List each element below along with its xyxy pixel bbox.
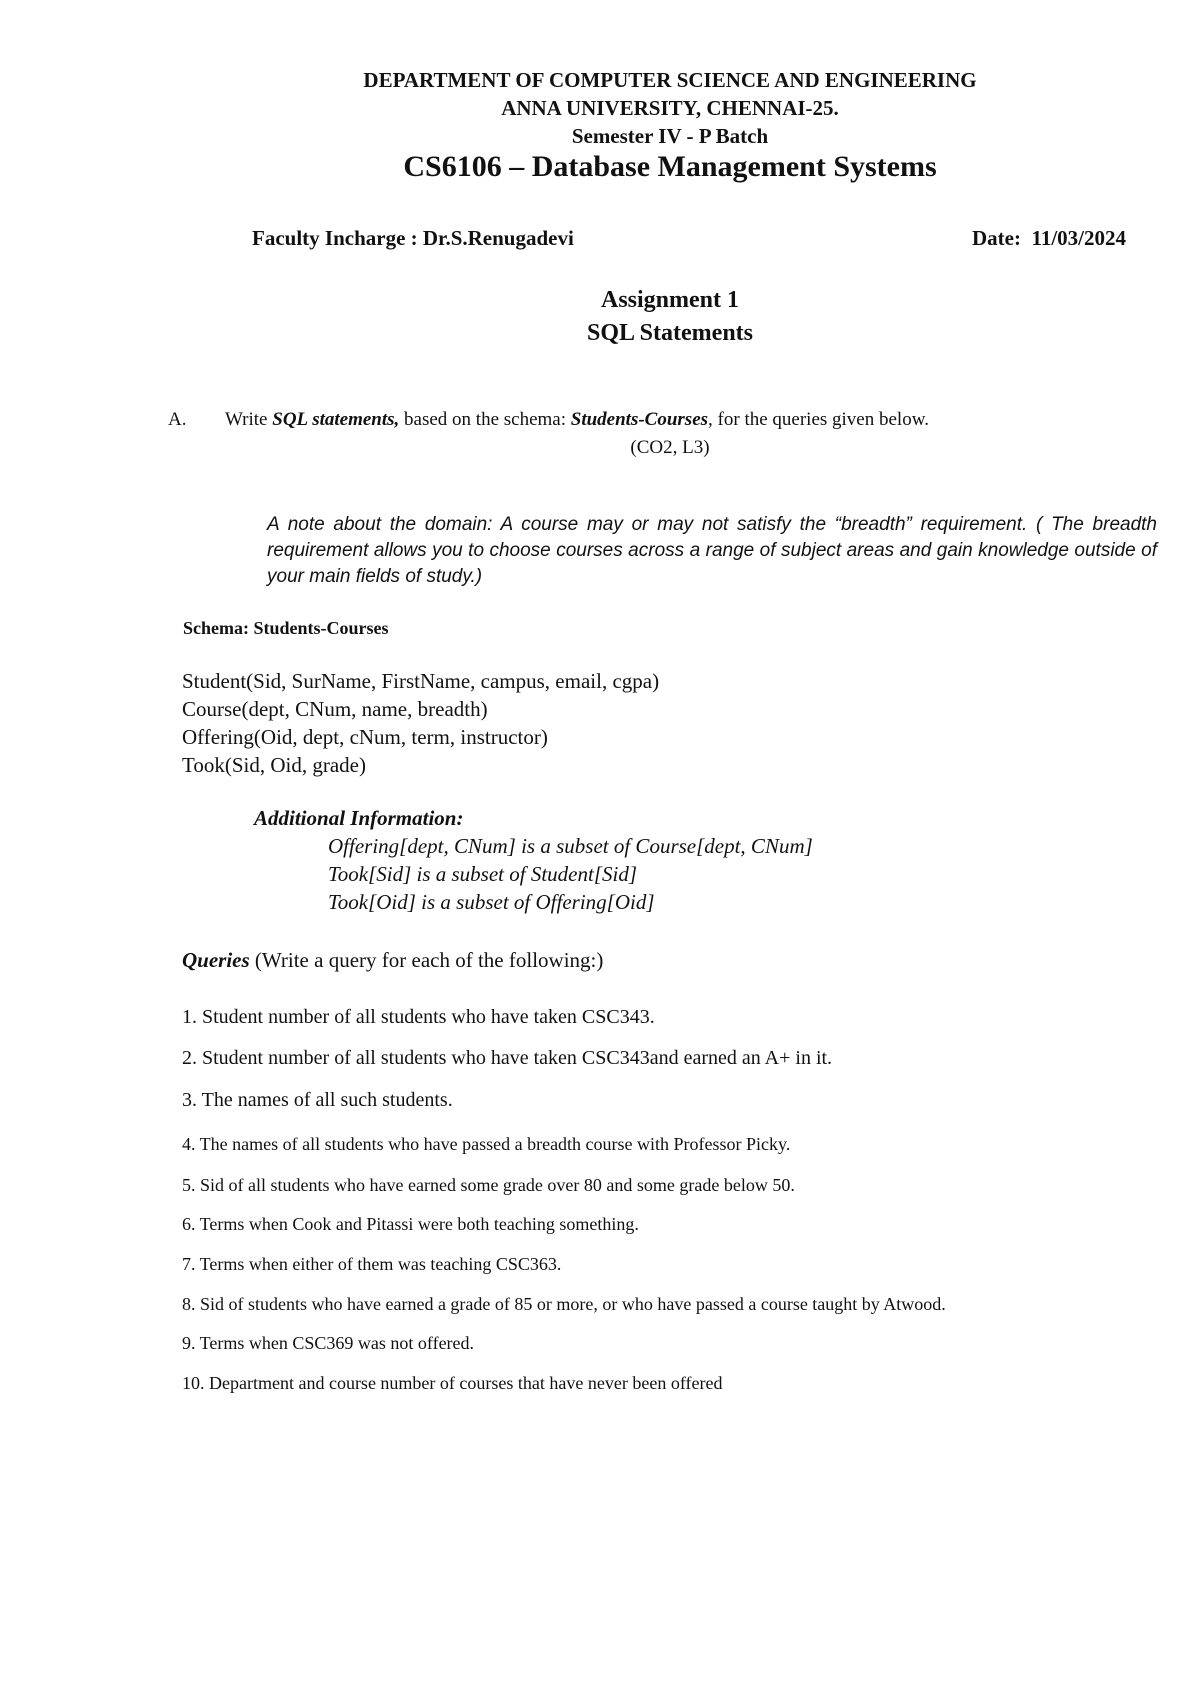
date-label: Date:	[972, 226, 1021, 250]
schema-relation: Offering(Oid, dept, cNum, term, instructor)	[182, 725, 548, 749]
task-emphasis-schema: Students-Courses	[570, 409, 709, 430]
constraint-item: Took[Oid] is a subset of Offering[Oid]	[328, 890, 655, 914]
query-item: 5. Sid of all students who have earned some grade over 80 and some grade below 50.	[182, 1175, 795, 1195]
date-line	[972, 226, 1126, 251]
semester-line: Semester IV - P Batch	[571, 124, 769, 148]
schema-heading: Schema: Students-Courses	[183, 618, 389, 638]
constraint-item: Offering[dept, CNum] is a subset of Course[dept, CNum]	[328, 834, 813, 858]
query-item: 2. Student number of all students who have taken CSC343and earned an A+ in it.	[182, 1047, 833, 1069]
constraint-item: Took[Sid] is a subset of Student[Sid]	[328, 862, 638, 886]
query-item: 4. The names of all students who have passed a breadth course with Professor Picky.	[182, 1134, 791, 1154]
additional-info-heading: Additional Information:	[254, 806, 464, 830]
query-item: 10. Department and course number of courses that have never been offered	[182, 1373, 723, 1393]
schema-relation: Course(dept, CNum, name, breadth)	[182, 697, 488, 721]
query-item: 6. Terms when Cook and Pitassi were both teaching something.	[182, 1214, 639, 1234]
faculty-incharge: Faculty Incharge : Dr.S.Renugadevi	[252, 226, 574, 250]
queries-heading	[182, 948, 603, 973]
query-item: 8. Sid of students who have earned a grade of 85 or more, or who have passed a course taught by Atwood.	[182, 1294, 946, 1314]
assignment-title: Assignment 1	[600, 287, 739, 313]
domain-note: A note about the domain: A course may or may not satisfy the “breadth” requirement. ( The breadth requirement allows you to choose courses across a range of subject areas and gain knowledge outside of your main fields of study.)	[267, 514, 1157, 587]
department-name: DEPARTMENT OF COMPUTER SCIENCE AND ENGINEERING	[363, 68, 977, 92]
date-value: 11/03/2024	[1031, 226, 1126, 250]
task-statement: Write SQL statements, based on the schema: Students-Courses, for the queries given below.	[225, 409, 929, 430]
schema-relation: Took(Sid, Oid, grade)	[182, 753, 366, 777]
assignment-subtitle: SQL Statements	[586, 320, 753, 346]
query-item: 3. The names of all such students.	[182, 1089, 453, 1111]
queries-label: Queries	[182, 948, 250, 972]
course-title: CS6106 – Database Management Systems	[403, 150, 937, 183]
schema-relation: Student(Sid, SurName, FirstName, campus, email, cgpa)	[182, 669, 660, 693]
university-name: ANNA UNIVERSITY, CHENNAI-25.	[501, 96, 839, 120]
query-item: 1. Student number of all students who have taken CSC343.	[182, 1006, 655, 1028]
queries-instruction: (Write a query for each of the following:)	[249, 948, 604, 972]
query-item: 9. Terms when CSC369 was not offered.	[182, 1333, 475, 1353]
query-item: 7. Terms when either of them was teaching CSC363.	[182, 1254, 562, 1274]
course-outcome: (CO2, L3)	[630, 437, 710, 458]
task-marker: A.	[168, 409, 187, 430]
task-emphasis-sql: SQL statements,	[272, 409, 400, 430]
